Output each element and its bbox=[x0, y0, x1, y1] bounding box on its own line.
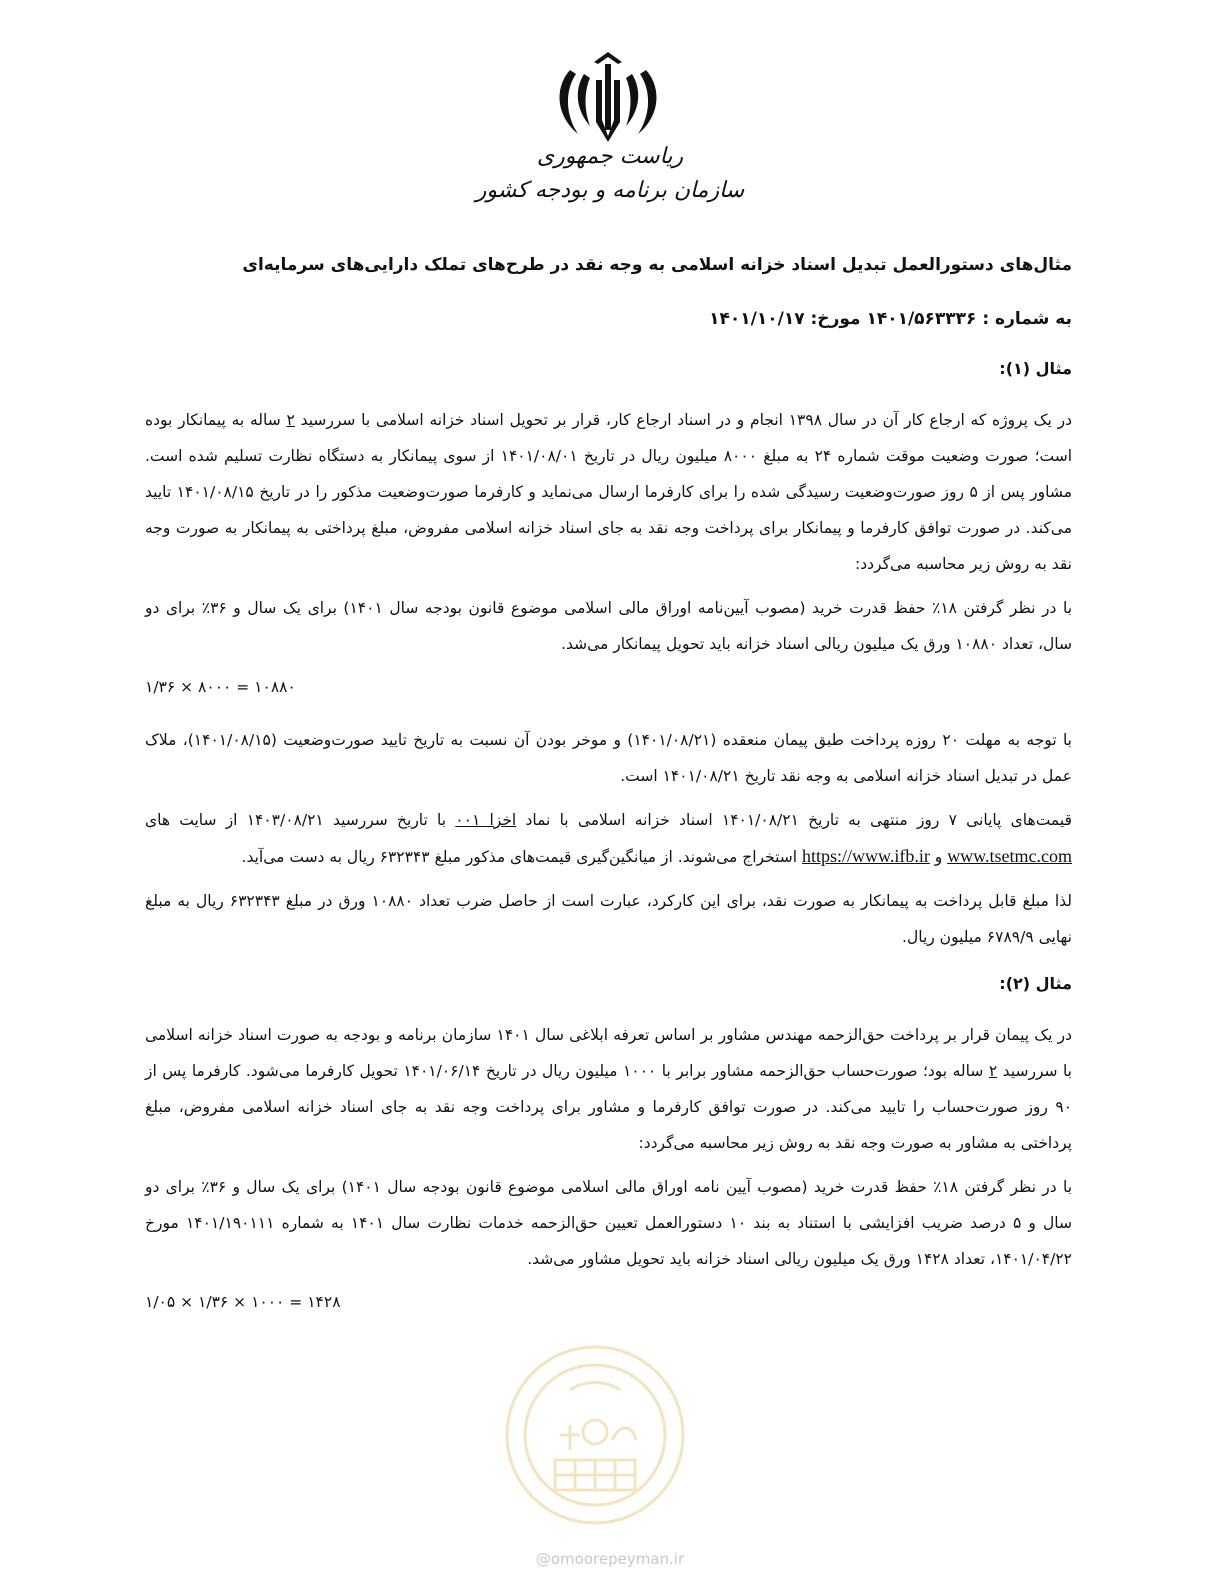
iran-emblem-icon bbox=[548, 50, 668, 142]
maturity-years: ۲ bbox=[286, 411, 295, 429]
example1-paragraph-2: با در نظر گرفتن ۱۸٪ حفظ قدرت خرید (مصوب آیین‌نامه اوراق مالی اسلامی موضوع قانون بودجه سال ۱۴۰۱) برای یک سال و ۳۶٪ برای دو سال، تعداد ۱۰۸۸۰ ورق یک میلیون ریالی اسناد خزانه باید تحویل پیمانکار می‌شد. bbox=[145, 599, 1073, 653]
example1-formula: ۱/۳۶ × ۸۰۰۰ = ۱۰۸۸۰ bbox=[145, 678, 296, 696]
text-segment: ساله بود؛ صورت‌حساب حق‌الزحمه مشاور برابر با ۱۰۰۰ میلیون ریال در تاریخ ۱۴۰۱/۰۶/۱۴ تحویل کارفرما می‌شود. کارفرما پس از ۹۰ روز صورت‌حساب را تایید می‌کند. در صورت توافق کارفرما و مشاور برای پرداخت وجه نقد به جای اسناد خزانه اسلامی مفروض، مبلغ پرداختی به مشاور به صورت وجه نقد به روش زیر محاسبه می‌گردد: bbox=[145, 1062, 1072, 1152]
reference-number: به شماره : ۱۴۰۱/۵۶۳۳۳۶ مورخ: ۱۴۰۱/۱۰/۱۷ bbox=[709, 309, 1072, 329]
organization-header bbox=[470, 140, 750, 208]
text-segment: و bbox=[929, 848, 948, 866]
maturity-years: ۲ bbox=[988, 1062, 998, 1080]
text-segment: استخراج می‌شوند. از میانگین‌گیری قیمت‌های مذکور مبلغ ۶۳۲۳۴۳ ریال به دست می‌آید. bbox=[241, 848, 803, 866]
tsetmc-link[interactable]: www.tsetmc.com bbox=[947, 846, 1072, 866]
example2-paragraph-2: با در نظر گرفتن ۱۸٪ حفظ قدرت خرید (مصوب آیین نامه اوراق مالی اسلامی موضوع قانون بودجه سال ۱۴۰۱) برای یک سال و ۳۶٪ برای دو سال و ۵ درصد ضریب افزایشی با استناد به بند ۱۰ دستورالعمل تعیین حق‌الزحمه خدمات نظارت سال ۱۴۰۱ به شماره ۱۴۰۱/۱۹۰۱۱۱ مورخ ۱۴۰۱/۰۴/۲۲، تعداد ۱۴۲۸ ورق یک میلیون ریالی اسناد خزانه باید تحویل مشاور می‌شد. bbox=[145, 1178, 1073, 1268]
text-segment: با تاریخ سررسید ۱۴۰۳/۰۸/۲۱ از سایت های bbox=[145, 811, 456, 829]
example1-paragraph-1 bbox=[145, 402, 1072, 582]
example1-paragraph-4 bbox=[145, 802, 1072, 875]
example2-formula: ۱/۰۵ × ۱/۳۶ × ۱۰۰۰ = ۱۴۲۸ bbox=[145, 1293, 341, 1311]
text-segment: در یک پروژه که ارجاع کار آن در سال ۱۳۹۸ انجام و در اسناد ارجاع کار، قرار بر تحویل اسناد خزانه اسلامی با سررسید bbox=[294, 411, 1072, 429]
document-body bbox=[145, 250, 1072, 1337]
text-segment: قیمت‌های پایانی ۷ روز منتهی به تاریخ ۱۴۰۱/۰۸/۲۱ اسناد خزانه اسلامی با نماد bbox=[516, 811, 1072, 829]
example2-paragraph-1 bbox=[145, 1017, 1072, 1161]
ifb-link[interactable]: https://www.ifb.ir bbox=[802, 846, 930, 866]
example1-heading: مثال (۱): bbox=[999, 359, 1072, 378]
example1-paragraph-5: لذا مبلغ قابل پرداخت به پیمانکار به صورت نقد، برای این کارکرد، عبارت است از حاصل ضرب تعداد ۱۰۸۸۰ ورق در مبلغ ۶۳۲۳۴۳ ریال به مبلغ نهایی ۶۷۸۹/۹ میلیون ریال. bbox=[145, 892, 1072, 946]
example1-paragraph-3: با توجه به مهلت ۲۰ روزه پرداخت طبق پیمان منعقده (۱۴۰۱/۰۸/۲۱) و موخر بودن آن نسبت به تاریخ تایید صورت‌وضعیت (۱۴۰۱/۰۸/۱۵)، ملاک عمل در تبدیل اسناد خزانه اسلامی به وجه نقد تاریخ ۱۴۰۱/۰۸/۲۱ است. bbox=[145, 731, 1072, 785]
treasury-symbol: اخزا ۰۰۱ bbox=[455, 811, 517, 829]
organization-name: سازمان برنامه و بودجه کشور bbox=[475, 178, 745, 203]
presidency-label: ریاست جمهوری bbox=[536, 144, 684, 169]
watermark-site: @omoorepeyman.ir bbox=[535, 1550, 685, 1568]
text-segment: در یک پیمان قرار بر پرداخت حق‌الزحمه مهندس مشاور بر اساس تعرفه ابلاغی سال ۱۴۰۱ سازمان برنامه و بودجه به صورت اسناد خزانه اسلامی با سررسید bbox=[145, 1026, 1072, 1080]
document-title: مثال‌های دستورالعمل تبدیل اسناد خزانه اسلامی به وجه نقد در طرح‌های تملک دارایی‌های سرمایه‌ای bbox=[242, 255, 1072, 275]
watermark-seal-icon bbox=[500, 1340, 690, 1530]
text-segment: ساله به پیمانکار بوده است؛ صورت وضعیت موقت شماره ۲۴ به مبلغ ۸۰۰۰ میلیون ریال در تاریخ ۱۴۰۱/۰۸/۰۱ از سوی پیمانکار به دستگاه نظارت تسلیم شده است. مشاور پس از ۵ روز صورت‌وضعیت رسیدگی شده را برای کارفرما ارسال می‌نماید و کارفرما صورت‌وضعیت مذکور را در تاریخ ۱۴۰۱/۰۸/۱۵ تایید می‌کند. در صورت توافق کارفرما و پیمانکار برای پرداخت وجه نقد به جای اسناد خزانه اسلامی مفروض، مبلغ پرداختی به پیمانکار به صورت وجه نقد به روش زیر محاسبه می‌گردد: bbox=[145, 411, 1073, 573]
example2-heading: مثال (۲): bbox=[999, 974, 1072, 993]
